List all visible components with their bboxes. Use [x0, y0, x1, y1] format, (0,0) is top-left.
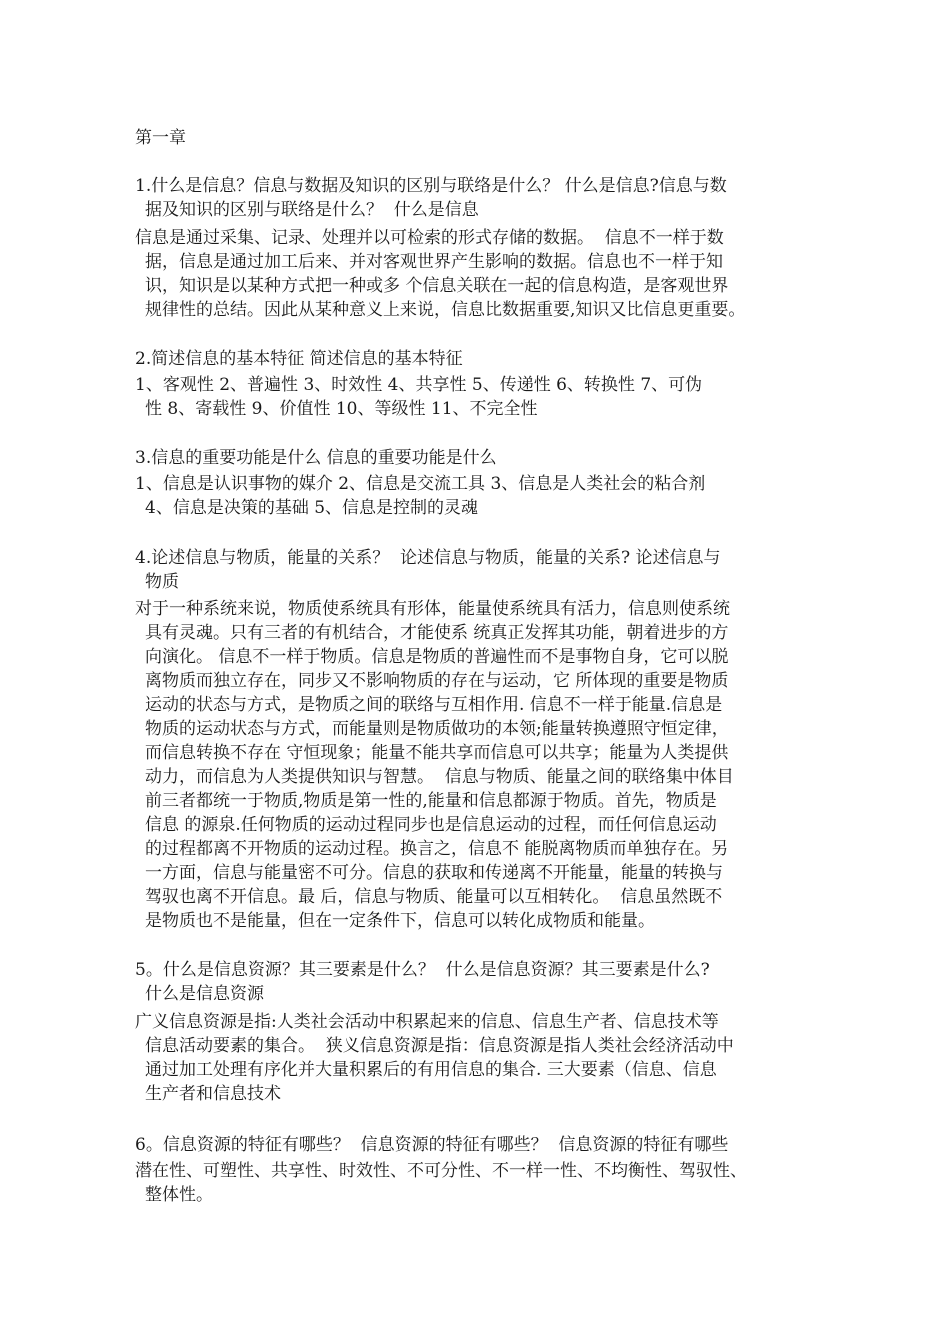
section-body-line: 前三者都统一于物质,物质是第一性的,能量和信息都源于物质。首先，物质是 [145, 791, 717, 811]
section-heading-line: 6。信息资源的特征有哪些？ 信息资源的特征有哪些？ 信息资源的特征有哪些 [135, 1135, 729, 1155]
section-body-line: 通过加工处理有序化并大量积累后的有用信息的集合. 三大要素（信息、信息 [145, 1060, 717, 1080]
section-heading-line: 什么是信息资源 [145, 984, 264, 1004]
section-heading-line: 4.论述信息与物质，能量的关系？ 论述信息与物质，能量的关系? 论述信息与 [135, 548, 721, 568]
section-body-line: 离物质而独立存在，同步又不影响物质的存在与运动，它 所体现的重要是物质 [145, 671, 729, 691]
section-body-line: 的过程都离不开物质的运动过程。换言之，信息不 能脱离物质而单独存在。另 [145, 839, 729, 859]
section-body-line: 向演化。 信息不一样于物质。信息是物质的普遍性而不是事物自身，它可以脱 [145, 647, 729, 667]
section-body-line: 1、信息是认识事物的媒介 2、信息是交流工具 3、信息是人类社会的粘合剂 [135, 474, 706, 494]
section-body-line: 信息 的源泉.任何物质的运动过程同步也是信息运动的过程，而任何信息运动 [145, 815, 717, 835]
section-body-line: 而信息转换不存在 守恒现象；能量不能共享而信息可以共享；能量为人类提供 [145, 743, 729, 763]
section-body-line: 动力，而信息为人类提供知识与智慧。 信息与物质、能量之间的联络集中体目 [145, 767, 734, 787]
section-body-line: 生产者和信息技术 [145, 1084, 281, 1104]
section-heading-line: 据及知识的区别与联络是什么？ 什么是信息 [145, 200, 479, 220]
section-body-line: 规律性的总结。因此从某种意义上来说，信息比数据重要,知识又比信息更重要。 [145, 300, 746, 320]
section-body-line: 据，信息是通过加工后来、并对客观世界产生影响的数据。信息也不一样于知 [145, 252, 723, 272]
section-body-line: 性 8、寄载性 9、价值性 10、等级性 11、不完全性 [145, 399, 538, 419]
section-heading-line: 物质 [145, 572, 179, 592]
section-heading-line: 2.简述信息的基本特征 简述信息的基本特征 [135, 349, 463, 369]
section-body-line: 信息活动要素的集合。 狭义信息资源是指：信息资源是指人类社会经济活动中 [145, 1036, 734, 1056]
chapter-title: 第一章 [135, 128, 186, 148]
section-body-line: 识，知识是以某种方式把一种或多 个信息关联在一起的信息构造，是客观世界 [145, 276, 729, 296]
section-heading-line: 3.信息的重要功能是什么 信息的重要功能是什么 [135, 448, 497, 468]
section-body-line: 广义信息资源是指:人类社会活动中积累起来的信息、信息生产者、信息技术等 [135, 1012, 719, 1032]
section-body-line: 4、信息是决策的基础 5、信息是控制的灵魂 [145, 498, 479, 518]
section-body-line: 运动的状态与方式，是物质之间的联络与互相作用. 信息不一样于能量.信息是 [145, 695, 723, 715]
section-body-line: 潜在性、可塑性、共享性、时效性、不可分性、不一样一性、不均衡性、驾驭性、 [135, 1161, 747, 1181]
section-heading-line: 5。什么是信息资源？其三要素是什么？ 什么是信息资源？其三要素是什么? [135, 960, 710, 980]
section-body-line: 整体性。 [145, 1185, 213, 1205]
section-body-line: 一方面，信息与能量密不可分。信息的获取和传递离不开能量，能量的转换与 [145, 863, 723, 883]
section-body-line: 具有灵魂。只有三者的有机结合，才能使系 统真正发挥其功能，朝着进步的方 [145, 623, 729, 643]
section-body-line: 对于一种系统来说，物质使系统具有形体，能量使系统具有活力，信息则使系统 [135, 599, 730, 619]
section-body-line: 信息是通过采集、记录、处理并以可检索的形式存储的数据。 信息不一样于数 [135, 228, 724, 248]
section-heading-line: 1.什么是信息？信息与数据及知识的区别与联络是什么？ 什么是信息?信息与数 [135, 176, 727, 196]
section-body-line: 1、客观性 2、普遍性 3、时效性 4、共享性 5、传递性 6、转换性 7、可伪 [135, 375, 703, 395]
section-body-line: 是物质也不是能量，但在一定条件下，信息可以转化成物质和能量。 [145, 911, 655, 931]
section-body-line: 物质的运动状态与方式，而能量则是物质做功的本领;能量转换遵照守恒定律， [145, 719, 729, 739]
section-body-line: 驾驭也离不开信息。最 后，信息与物质、能量可以互相转化。 信息虽然既不 [145, 887, 723, 907]
